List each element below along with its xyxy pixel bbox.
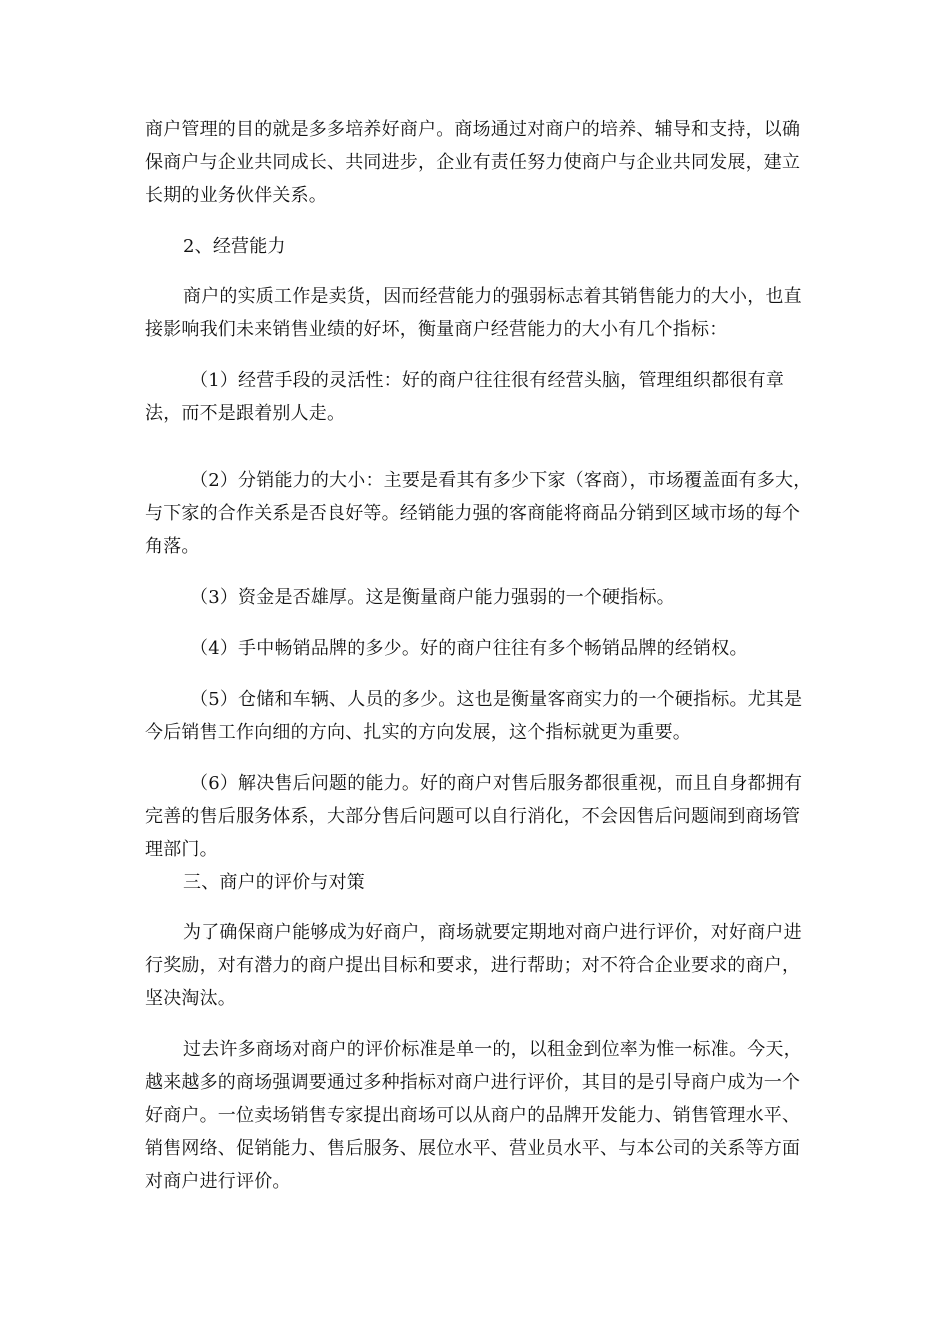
document-body xyxy=(145,113,815,1198)
list-item-flexibility: （1）经营手段的灵活性：好的商户往往很有经营头脑，管理组织都很有章法，而不是跟着别人走。 xyxy=(145,370,785,424)
heading-evaluation: 三、商户的评价与对策 xyxy=(183,872,365,893)
paragraph-business-ability-intro: 商户的实质工作是卖货，因而经营能力的强弱标志着其销售能力的大小，也直接影响我们未来销售业绩的好坏，衡量商户经营能力的大小有几个指标： xyxy=(145,286,802,340)
paragraph-evaluation-purpose: 为了确保商户能够成为好商户，商场就要定期地对商户进行评价，对好商户进行奖励，对有潜力的商户提出目标和要求，进行帮助；对不符合企业要求的商户，坚决淘汰。 xyxy=(145,922,802,1009)
heading-business-ability: 2、经营能力 xyxy=(183,236,286,257)
paragraph-evaluation-standards: 过去许多商场对商户的评价标准是单一的，以租金到位率为惟一标准。今天，越来越多的商场强调要通过多种指标对商户进行评价，其目的是引导商户成为一个好商户。一位卖场销售专家提出商场可以从商户的品牌开发能力、销售管理水平、销售网络、促销能力、售后服务、展位水平、营业员水平、与本公司的关系等方面对商户进行评价。 xyxy=(145,1039,802,1192)
list-item-brands: （4）手中畅销品牌的多少。好的商户往往有多个畅销品牌的经销权。 xyxy=(190,638,748,659)
paragraph-purpose: 商户管理的目的就是多多培养好商户。商场通过对商户的培养、辅导和支持，以确保商户与企业共同成长、共同进步，企业有责任努力使商户与企业共同发展，建立长期的业务伙伴关系。 xyxy=(145,119,801,206)
list-item-capital: （3）资金是否雄厚。这是衡量商户能力强弱的一个硬指标。 xyxy=(190,587,675,608)
list-item-distribution: （2）分销能力的大小：主要是看其有多少下家（客商），市场覆盖面有多大，与下家的合作关系是否良好等。经销能力强的客商能将商品分销到区域市场的每个角落。 xyxy=(145,470,812,557)
list-item-warehouse: （5）仓储和车辆、人员的多少。这也是衡量客商实力的一个硬指标。尤其是今后销售工作向细的方向、扎实的方向发展，这个指标就更为重要。 xyxy=(145,689,803,743)
list-item-after-sales: （6）解决售后问题的能力。好的商户对售后服务都很重视，而且自身都拥有完善的售后服务体系，大部分售后问题可以自行消化，不会因售后问题闹到商场管理部门。 xyxy=(145,773,803,860)
